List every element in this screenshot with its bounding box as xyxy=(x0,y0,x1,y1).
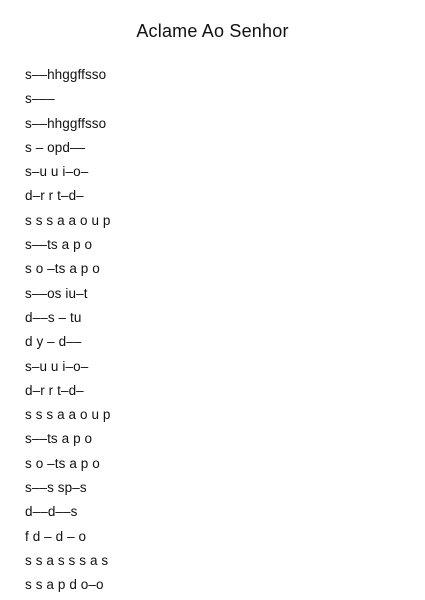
notation-line: s s a s s s a s xyxy=(25,552,109,568)
notation-line: s o –ts a p o xyxy=(25,261,100,277)
notation-line: d–r r t–d– xyxy=(25,382,84,398)
notation-line: s––s sp–s xyxy=(25,480,87,496)
notation-line: s–u u i–o– xyxy=(25,358,89,374)
notation-line: s––hhggffsso xyxy=(25,67,107,82)
notation-line: s s s a a o u p xyxy=(25,212,111,228)
notation-line: s s a p d o–o xyxy=(25,577,104,593)
notation-line: s––os iu–t xyxy=(25,285,88,301)
notation-line: s – opd–– xyxy=(25,139,86,155)
notation-line: s––ts a p o xyxy=(25,431,93,447)
notation-line: s s s a a o u p xyxy=(25,407,111,423)
notation-line: s o –ts a p o xyxy=(25,455,100,471)
notation-line: f d – d – o xyxy=(25,528,87,544)
notation-line: s––– xyxy=(25,91,55,107)
notation-line: d––s – tu xyxy=(25,309,82,325)
document-title: Aclame Ao Senhor xyxy=(136,21,289,41)
notation-line: s––hhggffsso xyxy=(25,115,107,131)
notation-line: d–r r t–d– xyxy=(25,188,84,204)
notation-lines xyxy=(25,63,111,598)
notation-line: s––ts a p o xyxy=(25,237,93,253)
notation-line: d––d––s xyxy=(25,504,78,520)
notation-line: s–u u i–o– xyxy=(25,164,89,180)
notation-line: d y – d–– xyxy=(25,334,82,350)
